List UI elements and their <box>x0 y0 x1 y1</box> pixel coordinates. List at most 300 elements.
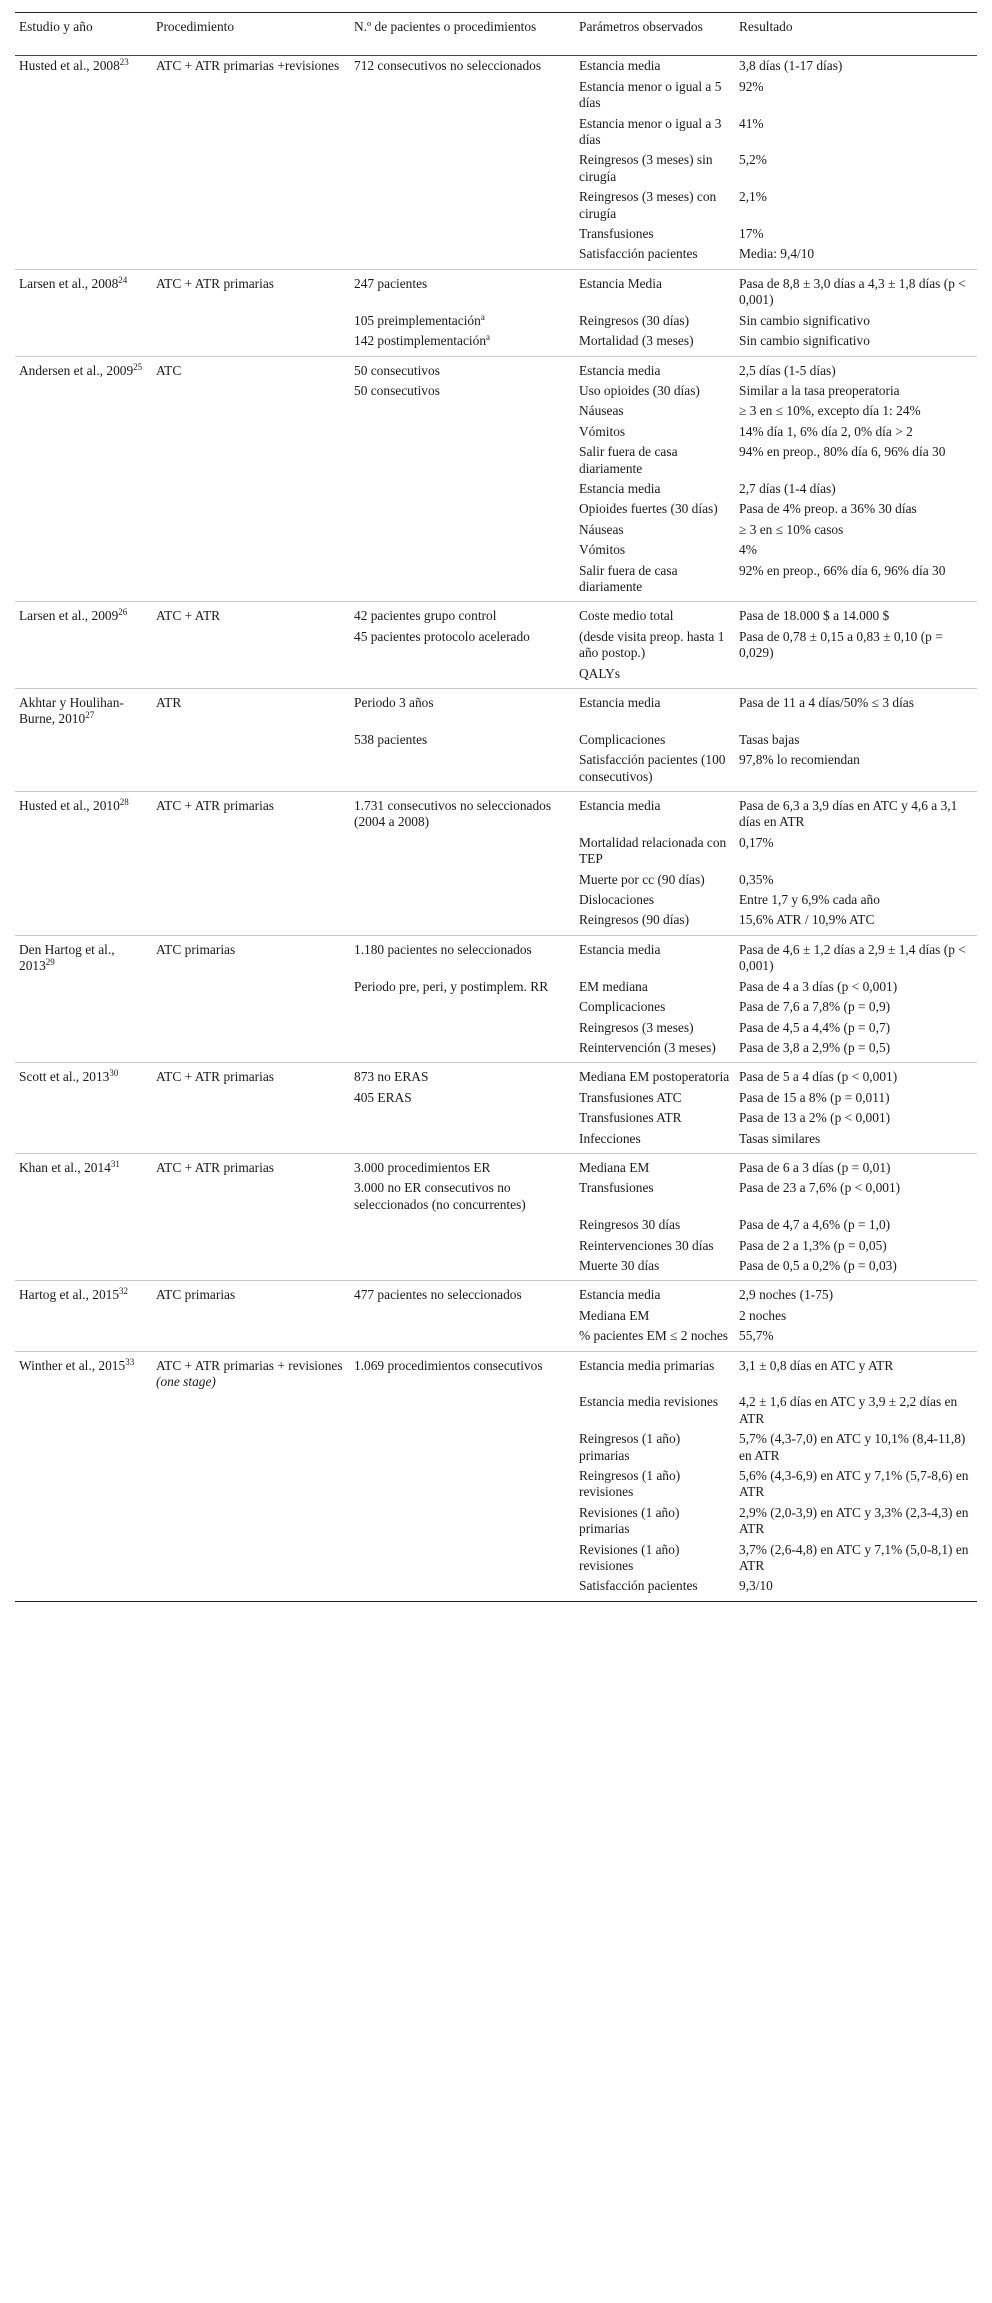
result-cell <box>735 730 977 750</box>
result-cell-text: 2 noches <box>739 1307 787 1323</box>
study-cell-superscript: 29 <box>45 957 55 968</box>
table-row <box>15 1392 977 1429</box>
parameter-cell <box>575 1326 735 1351</box>
table-row <box>15 1576 977 1601</box>
parameter-cell <box>575 114 735 151</box>
result-cell <box>735 1088 977 1108</box>
parameter-cell-text: Mediana EM <box>579 1307 650 1323</box>
result-cell <box>735 442 977 479</box>
procedure-cell <box>152 311 350 331</box>
procedure-cell <box>152 1178 350 1215</box>
study-cell <box>15 479 152 499</box>
parameter-cell-text: % pacientes EM ≤ 2 noches <box>579 1328 729 1344</box>
patients-cell-text: 538 pacientes <box>354 731 428 747</box>
parameter-cell <box>575 1351 735 1392</box>
patients-cell-text: 45 pacientes protocolo acelerado <box>354 628 530 644</box>
result-cell-text: Pasa de 3,8 a 2,9% (p = 0,5) <box>739 1039 891 1055</box>
patients-cell <box>350 870 575 890</box>
result-cell-text: 94% en preop., 80% día 6, 96% día 30 <box>739 444 946 460</box>
parameter-cell-text: Mediana EM <box>579 1159 650 1175</box>
parameter-cell-text: Reingresos (1 año) revisiones <box>579 1468 681 1500</box>
procedure-cell <box>152 1281 350 1306</box>
patients-cell-text: 477 pacientes no seleccionados <box>354 1287 522 1303</box>
parameter-cell <box>575 1153 735 1178</box>
study-cell <box>15 1306 152 1326</box>
study-cell <box>15 224 152 244</box>
procedure-cell <box>152 1429 350 1466</box>
study-cell <box>15 1018 152 1038</box>
procedure-cell-note: (one stage) <box>156 1374 216 1389</box>
table-row <box>15 1503 977 1540</box>
result-cell <box>735 540 977 560</box>
header-row <box>15 13 977 56</box>
result-cell-text: Pasa de 6 a 3 días (p = 0,01) <box>739 1159 891 1175</box>
result-cell-text: Pasa de 7,6 a 7,8% (p = 0,9) <box>739 999 891 1015</box>
parameter-cell-text: Estancia media <box>579 695 661 710</box>
parameter-cell-text: Estancia menor o igual a 3 días <box>579 115 722 148</box>
procedure-cell <box>152 730 350 750</box>
procedure-cell <box>152 422 350 442</box>
result-cell-text: Sin cambio significativo <box>739 312 870 328</box>
study-cell <box>15 244 152 269</box>
procedure-cell <box>152 442 350 479</box>
table-row <box>15 997 977 1017</box>
table-row <box>15 1326 977 1351</box>
table-row <box>15 520 977 540</box>
header-parameters: Parámetros observados <box>575 13 735 56</box>
table-row <box>15 1063 977 1088</box>
parameter-cell-text: Transfusiones ATR <box>579 1110 682 1126</box>
procedure-cell <box>152 1153 350 1178</box>
parameter-cell <box>575 422 735 442</box>
result-cell <box>735 1178 977 1215</box>
parameter-cell <box>575 1503 735 1540</box>
parameter-cell <box>575 1178 735 1215</box>
result-cell <box>735 311 977 331</box>
table-row <box>15 1038 977 1063</box>
table-row <box>15 977 977 997</box>
table-row <box>15 935 977 976</box>
study-cell <box>15 77 152 114</box>
result-cell-text: Tasas similares <box>739 1130 821 1146</box>
parameter-cell-text: Transfusiones ATC <box>579 1089 682 1105</box>
study-cell <box>15 1392 152 1429</box>
patients-cell <box>350 997 575 1017</box>
table-row <box>15 381 977 401</box>
header-patients: N.º de pacientes o procedimientos <box>350 13 575 56</box>
procedure-cell-text: ATC + ATR primarias <box>156 1159 275 1175</box>
table-row <box>15 479 977 499</box>
result-cell <box>735 56 977 77</box>
procedure-cell <box>152 1306 350 1326</box>
result-cell <box>735 1351 977 1392</box>
result-cell-text: 17% <box>739 226 764 242</box>
procedure-cell <box>152 356 350 381</box>
study-cell <box>15 331 152 356</box>
study-cell <box>15 1088 152 1108</box>
result-cell <box>735 1108 977 1128</box>
result-cell-text: 0,17% <box>739 834 774 850</box>
parameter-cell-text: Vómitos <box>579 542 626 558</box>
patients-cell <box>350 381 575 401</box>
patients-cell-text: 42 pacientes grupo control <box>354 608 497 624</box>
result-cell-text: Pasa de 2 a 1,3% (p = 0,05) <box>739 1237 887 1253</box>
parameter-cell-text: Complicaciones <box>579 731 666 747</box>
parameter-cell-text: Salir fuera de casa diariamente <box>579 444 678 476</box>
parameter-cell-text: Reingresos (3 meses) con cirugía <box>579 189 717 221</box>
table-row <box>15 356 977 381</box>
procedure-cell <box>152 479 350 499</box>
procedure-cell <box>152 381 350 401</box>
result-cell <box>735 792 977 833</box>
parameter-cell-text: QALYs <box>579 665 621 681</box>
result-cell <box>735 224 977 244</box>
patients-cell <box>350 1236 575 1256</box>
patients-cell <box>350 1178 575 1215</box>
parameter-cell <box>575 331 735 356</box>
study-cell <box>15 442 152 479</box>
table-row <box>15 890 977 910</box>
patients-cell <box>350 356 575 381</box>
table-row <box>15 602 977 627</box>
procedure-cell <box>152 1576 350 1601</box>
study-cell <box>15 269 152 310</box>
study-cell <box>15 187 152 224</box>
procedure-cell <box>152 890 350 910</box>
procedure-cell <box>152 1108 350 1128</box>
study-cell-superscript: 24 <box>118 274 128 285</box>
parameter-cell <box>575 997 735 1017</box>
table-row <box>15 114 977 151</box>
parameter-cell <box>575 890 735 910</box>
study-cell-text: Husted et al., 2010 <box>19 798 120 814</box>
table-row <box>15 833 977 870</box>
patients-cell <box>350 1392 575 1429</box>
patients-cell <box>350 910 575 935</box>
patients-cell <box>350 833 575 870</box>
patients-cell <box>350 442 575 479</box>
parameter-cell-text: EM mediana <box>579 978 648 994</box>
result-cell <box>735 422 977 442</box>
patients-cell <box>350 792 575 833</box>
result-cell <box>735 977 977 997</box>
result-cell-text: 97,8% lo recomiendan <box>739 752 860 768</box>
table-row <box>15 56 977 77</box>
patients-cell-text: 1.180 pacientes no seleccionados <box>354 941 532 957</box>
patients-cell <box>350 1306 575 1326</box>
study-cell <box>15 1129 152 1154</box>
parameter-cell-text: Estancia media <box>579 1287 661 1303</box>
table-row <box>15 1178 977 1215</box>
parameter-cell-text: Salir fuera de casa diariamente <box>579 562 678 594</box>
parameter-cell-text: Reingresos (1 año) primarias <box>579 1431 681 1463</box>
study-cell <box>15 977 152 997</box>
parameter-cell <box>575 499 735 519</box>
parameter-cell <box>575 187 735 224</box>
result-cell-text: Pasa de 8,8 ± 3,0 días a 4,3 ± 1,8 días (p < 0,001) <box>739 275 966 308</box>
patients-cell-text: 405 ERAS <box>354 1089 412 1105</box>
table-row <box>15 150 977 187</box>
parameter-cell-text: Estancia media <box>579 798 661 814</box>
study-cell-text: Andersen et al., 2009 <box>19 362 134 378</box>
table-row <box>15 1281 977 1306</box>
study-cell <box>15 540 152 560</box>
study-cell-superscript: 28 <box>119 797 129 808</box>
result-cell-text: Media: 9,4/10 <box>739 246 815 262</box>
patients-cell-text: 1.731 consecutivos no seleccionados (2004 a 2008) <box>354 798 552 830</box>
parameter-cell <box>575 935 735 976</box>
result-cell <box>735 1153 977 1178</box>
parameter-cell-text: Complicaciones <box>579 999 666 1015</box>
procedure-cell <box>152 977 350 997</box>
procedure-cell <box>152 833 350 870</box>
study-cell <box>15 870 152 890</box>
table-row <box>15 224 977 244</box>
patients-cell <box>350 935 575 976</box>
table-row <box>15 664 977 689</box>
study-cell-text: Khan et al., 2014 <box>19 1159 111 1175</box>
parameter-cell <box>575 602 735 627</box>
patients-cell <box>350 730 575 750</box>
parameter-cell <box>575 870 735 890</box>
patients-cell <box>350 1576 575 1601</box>
result-cell-text: Pasa de 5 a 4 días (p < 0,001) <box>739 1069 898 1085</box>
study-cell <box>15 602 152 627</box>
procedure-cell-text: ATC + ATR <box>156 608 221 624</box>
result-cell <box>735 77 977 114</box>
procedure-cell-text: ATC + ATR primarias <box>156 1069 275 1085</box>
procedure-cell <box>152 910 350 935</box>
parameter-cell <box>575 401 735 421</box>
parameter-cell-text: Estancia media revisiones <box>579 1394 719 1410</box>
result-cell <box>735 997 977 1017</box>
parameter-cell-text: Reingresos (90 días) <box>579 912 690 928</box>
table-row <box>15 1018 977 1038</box>
study-cell <box>15 1178 152 1215</box>
procedure-cell <box>152 750 350 791</box>
patients-cell-text: 873 no ERAS <box>354 1069 429 1085</box>
procedure-cell <box>152 1063 350 1088</box>
patients-cell <box>350 77 575 114</box>
patients-cell <box>350 150 575 187</box>
parameter-cell-text: Estancia media <box>579 362 661 378</box>
parameter-cell-text: Estancia media primarias <box>579 1357 715 1373</box>
procedure-cell-text: ATC primarias <box>156 1287 236 1303</box>
study-cell <box>15 689 152 730</box>
procedure-cell <box>152 627 350 664</box>
result-cell <box>735 910 977 935</box>
parameter-cell-text: Náuseas <box>579 521 624 537</box>
result-cell <box>735 627 977 664</box>
parameter-cell-text: Mortalidad relacionada con TEP <box>579 834 727 867</box>
parameter-cell-text: Reintervenciones 30 días <box>579 1237 714 1253</box>
parameter-cell <box>575 1281 735 1306</box>
parameter-cell <box>575 1108 735 1128</box>
parameter-cell <box>575 689 735 730</box>
patients-cell <box>350 1326 575 1351</box>
procedure-cell-text: ATC primarias <box>156 941 236 957</box>
patients-cell <box>350 1281 575 1306</box>
study-cell <box>15 114 152 151</box>
result-cell <box>735 1018 977 1038</box>
parameter-cell-text: Revisiones (1 año) revisiones <box>579 1541 680 1574</box>
parameter-cell <box>575 1429 735 1466</box>
procedure-cell <box>152 1018 350 1038</box>
header-procedure: Procedimiento <box>152 13 350 56</box>
result-cell-text: 2,1% <box>739 189 767 205</box>
patients-cell <box>350 187 575 224</box>
table-container <box>15 12 977 1602</box>
table-row <box>15 1129 977 1154</box>
patients-cell <box>350 1215 575 1235</box>
parameter-cell-text: Vómitos <box>579 423 626 439</box>
parameter-cell <box>575 1215 735 1235</box>
patients-cell <box>350 1018 575 1038</box>
result-cell-text: 0,35% <box>739 871 774 887</box>
parameter-cell <box>575 977 735 997</box>
parameter-cell-text: Estancia media <box>579 941 661 957</box>
procedure-cell <box>152 520 350 540</box>
study-cell <box>15 910 152 935</box>
table-row <box>15 1108 977 1128</box>
result-cell-text: 2,5 días (1-5 días) <box>739 362 836 378</box>
study-cell-text: Scott et al., 2013 <box>19 1069 110 1085</box>
procedure-cell <box>152 499 350 519</box>
result-cell <box>735 1466 977 1503</box>
result-cell-text: ≥ 3 en ≤ 10% casos <box>739 521 844 537</box>
procedure-cell <box>152 1392 350 1429</box>
patients-cell <box>350 1088 575 1108</box>
result-cell-text: 3,1 ± 0,8 días en ATC y ATR <box>739 1357 894 1373</box>
result-cell <box>735 1129 977 1154</box>
procedure-cell <box>152 1540 350 1577</box>
study-cell <box>15 1503 152 1540</box>
result-cell-text: Pasa de 4,7 a 4,6% (p = 1,0) <box>739 1217 891 1233</box>
study-cell <box>15 1466 152 1503</box>
procedure-cell <box>152 561 350 602</box>
parameter-cell <box>575 730 735 750</box>
table-row <box>15 750 977 791</box>
parameter-cell <box>575 356 735 381</box>
result-cell-text: 5,2% <box>739 152 767 168</box>
parameter-cell-text: Transfusiones <box>579 1180 654 1196</box>
study-cell <box>15 499 152 519</box>
patients-cell <box>350 689 575 730</box>
parameter-cell <box>575 1038 735 1063</box>
table-row <box>15 792 977 833</box>
result-cell-text: 41% <box>739 115 764 131</box>
parameter-cell-text: Reintervención (3 meses) <box>579 1039 716 1055</box>
parameter-cell-text: Náuseas <box>579 403 624 419</box>
result-cell-text: 4% <box>739 542 757 558</box>
patients-cell <box>350 1466 575 1503</box>
patients-cell-text: 50 consecutivos <box>354 382 440 398</box>
result-cell <box>735 114 977 151</box>
table-row <box>15 1466 977 1503</box>
table-row <box>15 331 977 356</box>
result-cell <box>735 935 977 976</box>
result-cell <box>735 331 977 356</box>
study-cell-text: Hartog et al., 2015 <box>19 1287 120 1303</box>
table-row <box>15 910 977 935</box>
result-cell <box>735 1236 977 1256</box>
procedure-cell <box>152 1129 350 1154</box>
procedure-cell-text: ATC + ATR primarias <box>156 798 275 814</box>
study-cell-text: Larsen et al., 2008 <box>19 275 119 291</box>
table-row <box>15 77 977 114</box>
parameter-cell-text: Reingresos (3 meses) <box>579 1019 694 1035</box>
study-cell <box>15 561 152 602</box>
parameter-cell <box>575 56 735 77</box>
patients-cell <box>350 1429 575 1466</box>
result-cell-text: Pasa de 4 a 3 días (p < 0,001) <box>739 978 898 994</box>
patients-cell <box>350 602 575 627</box>
result-cell-text: Pasa de 4,6 ± 1,2 días a 2,9 ± 1,4 días (p < 0,001) <box>739 941 966 974</box>
table-row <box>15 1351 977 1392</box>
table-row <box>15 442 977 479</box>
table-row <box>15 540 977 560</box>
study-cell-superscript: 31 <box>110 1158 120 1169</box>
patients-cell <box>350 664 575 689</box>
result-cell-text: Tasas bajas <box>739 731 800 747</box>
patients-cell <box>350 1108 575 1128</box>
result-cell <box>735 1429 977 1466</box>
result-cell <box>735 1038 977 1063</box>
parameter-cell-text: Satisfacción pacientes (100 consecutivos) <box>579 752 726 784</box>
patients-cell-text: 105 preimplementación <box>354 312 481 328</box>
procedure-cell-text: ATR <box>156 695 182 710</box>
procedure-cell <box>152 1215 350 1235</box>
result-cell <box>735 1281 977 1306</box>
patients-cell <box>350 627 575 664</box>
patients-cell <box>350 1063 575 1088</box>
table-row <box>15 311 977 331</box>
procedure-cell <box>152 1256 350 1281</box>
parameter-cell-text: Coste medio total <box>579 608 674 624</box>
result-cell <box>735 269 977 310</box>
parameter-cell <box>575 1018 735 1038</box>
parameter-cell <box>575 150 735 187</box>
parameter-cell <box>575 520 735 540</box>
table-row <box>15 1256 977 1281</box>
result-cell-text: Sin cambio significativo <box>739 333 870 349</box>
study-cell <box>15 401 152 421</box>
patients-cell <box>350 1038 575 1063</box>
patients-cell <box>350 479 575 499</box>
result-cell-text: 5,6% (4,3-6,9) en ATC y 7,1% (5,7-8,6) en ATR <box>739 1468 969 1500</box>
parameter-cell <box>575 77 735 114</box>
table-row <box>15 1153 977 1178</box>
table-row <box>15 1088 977 1108</box>
result-cell-text: Pasa de 0,78 ± 0,15 a 0,83 ± 0,10 (p = 0,029) <box>739 628 943 661</box>
study-cell <box>15 664 152 689</box>
result-cell-text: 2,9 noches (1-75) <box>739 1287 834 1303</box>
parameter-cell <box>575 664 735 689</box>
result-cell <box>735 750 977 791</box>
result-cell-text: 2,9% (2,0-3,9) en ATC y 3,3% (2,3-4,3) en ATR <box>739 1504 969 1537</box>
result-cell <box>735 356 977 381</box>
parameter-cell-text: Revisiones (1 año) primarias <box>579 1504 680 1537</box>
table-row <box>15 1236 977 1256</box>
parameter-cell-text: Mediana EM postoperatoria <box>579 1069 730 1085</box>
result-cell <box>735 602 977 627</box>
study-cell <box>15 1351 152 1392</box>
patients-cell-text: 3.000 procedimientos ER <box>354 1159 491 1175</box>
patients-cell-text: Periodo 3 años <box>354 695 434 710</box>
parameter-cell-text: Estancia menor o igual a 5 días <box>579 78 722 111</box>
procedure-cell <box>152 187 350 224</box>
procedure-cell <box>152 792 350 833</box>
